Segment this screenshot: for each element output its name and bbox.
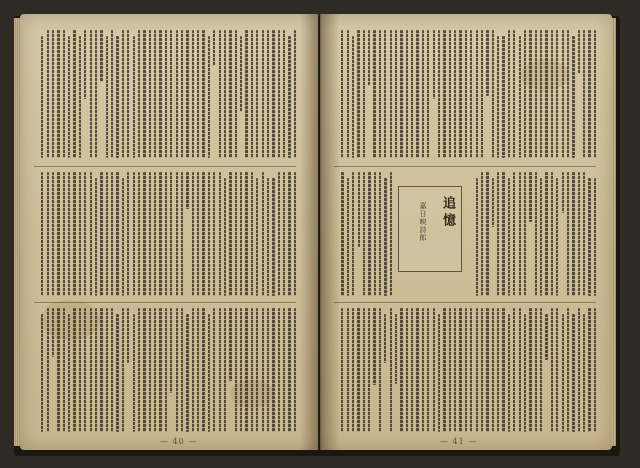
text-line: [492, 178, 494, 227]
text-line: [427, 308, 429, 432]
text-line: [133, 314, 135, 432]
left-text-tier-1: [34, 30, 296, 158]
text-line: [540, 30, 542, 158]
left-text-tier-2: [34, 172, 296, 296]
text-line: [256, 30, 258, 158]
text-line: [68, 314, 70, 432]
text-line: [567, 308, 569, 432]
text-line: [384, 314, 386, 363]
text-line: [438, 314, 440, 432]
text-line: [95, 30, 97, 158]
text-line: [197, 172, 199, 296]
text-line: [433, 308, 435, 432]
text-line: [170, 30, 172, 158]
text-line: [122, 30, 124, 158]
text-line: [347, 30, 349, 158]
text-line: [73, 30, 75, 158]
text-line: [192, 308, 194, 432]
text-line: [513, 308, 515, 432]
text-line: [154, 308, 156, 432]
text-line: [567, 172, 569, 296]
text-line: [347, 308, 349, 432]
text-line: [519, 36, 521, 158]
text-line: [52, 308, 54, 357]
text-line: [116, 36, 118, 158]
left-text-tier-3: [34, 308, 296, 432]
text-line: [416, 30, 418, 158]
text-line: [572, 172, 574, 296]
text-line: [84, 30, 86, 99]
text-line: [476, 308, 478, 432]
text-line: [73, 172, 75, 296]
text-line: [224, 308, 226, 432]
text-line: [229, 30, 231, 158]
text-line: [100, 308, 102, 432]
text-line: [202, 308, 204, 432]
text-line: [411, 308, 413, 432]
text-line: [52, 172, 54, 296]
text-line: [594, 308, 596, 432]
text-line: [357, 30, 359, 158]
text-line: [540, 178, 542, 296]
text-line: [481, 30, 483, 158]
text-line: [122, 178, 124, 296]
text-line: [57, 30, 59, 158]
text-line: [411, 30, 413, 158]
text-line: [368, 308, 370, 432]
text-line: [278, 30, 280, 158]
text-line: [416, 308, 418, 432]
text-line: [556, 308, 558, 432]
text-line: [251, 172, 253, 296]
text-line: [159, 308, 161, 432]
text-line: [170, 172, 172, 296]
text-line: [508, 30, 510, 158]
text-line: [373, 308, 375, 385]
text-line: [395, 314, 397, 384]
text-line: [63, 308, 65, 432]
text-line: [551, 30, 553, 158]
text-line: [127, 172, 129, 296]
text-line: [267, 30, 269, 158]
text-line: [588, 178, 590, 296]
text-line: [368, 172, 370, 296]
text-line: [127, 30, 129, 158]
text-line: [235, 172, 237, 296]
text-line: [513, 172, 515, 296]
text-line: [176, 30, 178, 158]
right-text-tier-2-right: [468, 172, 596, 296]
text-line: [208, 36, 210, 158]
text-line: [572, 314, 574, 432]
text-line: [90, 308, 92, 432]
text-line: [47, 172, 49, 296]
text-line: [513, 30, 515, 158]
text-line: [540, 308, 542, 432]
text-line: [502, 172, 504, 296]
text-line: [422, 30, 424, 158]
text-line: [379, 172, 381, 296]
text-line: [459, 308, 461, 432]
text-line: [578, 172, 580, 296]
text-line: [192, 30, 194, 158]
text-line: [127, 308, 129, 363]
text-line: [267, 308, 269, 432]
text-line: [459, 30, 461, 158]
text-line: [100, 172, 102, 296]
text-line: [111, 30, 113, 158]
text-line: [481, 172, 483, 296]
text-line: [486, 172, 488, 296]
text-line: [262, 172, 264, 296]
text-line: [400, 30, 402, 158]
text-line: [454, 308, 456, 432]
text-line: [476, 178, 478, 296]
text-line: [288, 308, 290, 432]
text-line: [116, 172, 118, 296]
text-line: [202, 172, 204, 296]
text-line: [294, 308, 296, 432]
text-line: [594, 30, 596, 158]
text-line: [545, 314, 547, 360]
text-line: [197, 308, 199, 432]
text-line: [100, 30, 102, 82]
text-line: [443, 308, 445, 432]
text-line: [272, 30, 274, 158]
text-line: [583, 314, 585, 432]
text-line: [224, 30, 226, 158]
text-line: [159, 172, 161, 296]
text-line: [363, 308, 365, 432]
text-line: [149, 30, 151, 158]
text-line: [47, 30, 49, 158]
text-line: [149, 308, 151, 432]
text-line: [272, 308, 274, 432]
text-line: [256, 178, 258, 296]
text-line: [502, 308, 504, 432]
text-line: [219, 172, 221, 296]
text-line: [427, 30, 429, 158]
text-line: [111, 308, 113, 432]
text-line: [545, 30, 547, 158]
text-line: [406, 30, 408, 158]
tier-divider: [334, 302, 596, 303]
text-line: [358, 172, 360, 247]
text-line: [497, 172, 499, 296]
text-line: [90, 30, 92, 158]
right-text-tier-2-left: [334, 172, 392, 296]
text-line: [84, 308, 86, 432]
text-line: [556, 178, 558, 296]
text-line: [176, 308, 178, 432]
text-line: [535, 30, 537, 158]
text-line: [567, 30, 569, 158]
text-line: [240, 36, 242, 112]
text-line: [578, 308, 580, 432]
text-line: [341, 308, 343, 432]
text-line: [390, 172, 392, 296]
text-line: [143, 30, 145, 158]
text-line: [465, 30, 467, 158]
text-line: [524, 30, 526, 158]
text-line: [347, 178, 349, 296]
text-line: [57, 308, 59, 432]
text-line: [186, 314, 188, 432]
text-line: [283, 172, 285, 296]
text-line: [529, 30, 531, 158]
text-line: [492, 308, 494, 432]
text-line: [508, 314, 510, 432]
text-line: [379, 30, 381, 158]
text-line: [294, 172, 296, 296]
text-line: [476, 30, 478, 158]
text-line: [138, 308, 140, 432]
text-line: [497, 308, 499, 432]
text-line: [572, 36, 574, 158]
text-line: [449, 30, 451, 158]
text-line: [390, 308, 392, 432]
text-line: [262, 30, 264, 158]
text-line: [529, 172, 531, 222]
text-line: [63, 30, 65, 158]
text-line: [454, 30, 456, 158]
text-line: [481, 308, 483, 432]
text-line: [235, 308, 237, 432]
text-line: [170, 308, 172, 393]
text-line: [465, 308, 467, 432]
text-line: [352, 36, 354, 158]
text-line: [373, 30, 375, 158]
text-line: [449, 308, 451, 432]
text-line: [384, 178, 386, 296]
text-line: [545, 172, 547, 296]
text-line: [138, 172, 140, 296]
text-line: [588, 308, 590, 432]
text-line: [245, 308, 247, 432]
text-line: [562, 314, 564, 432]
poem-author: 嘉日映詩郎: [419, 202, 427, 242]
text-line: [288, 172, 290, 296]
text-line: [47, 308, 49, 432]
text-line: [379, 308, 381, 432]
text-line: [219, 30, 221, 158]
text-line: [438, 30, 440, 158]
text-line: [470, 30, 472, 158]
text-line: [256, 308, 258, 432]
text-line: [272, 178, 274, 296]
text-line: [519, 308, 521, 432]
text-line: [181, 172, 183, 296]
text-line: [551, 308, 553, 432]
text-line: [363, 30, 365, 158]
text-line: [41, 172, 43, 296]
text-line: [106, 36, 108, 158]
text-line: [251, 308, 253, 432]
text-line: [508, 178, 510, 296]
text-line: [143, 172, 145, 296]
text-line: [486, 308, 488, 432]
text-line: [556, 30, 558, 158]
text-line: [497, 36, 499, 158]
text-line: [181, 30, 183, 158]
text-line: [433, 30, 435, 99]
text-line: [400, 308, 402, 432]
text-line: [502, 36, 504, 158]
text-line: [95, 178, 97, 296]
text-line: [79, 36, 81, 158]
left-page-number: — 40 —: [160, 437, 198, 446]
text-line: [149, 172, 151, 296]
text-line: [202, 30, 204, 158]
text-line: [390, 30, 392, 158]
text-line: [192, 172, 194, 296]
text-line: [245, 172, 247, 296]
text-line: [240, 172, 242, 296]
text-line: [406, 308, 408, 432]
text-line: [68, 172, 70, 296]
right-page-number: — 41 —: [440, 437, 478, 446]
text-line: [176, 172, 178, 296]
text-line: [219, 308, 221, 432]
text-line: [422, 308, 424, 432]
text-line: [154, 172, 156, 296]
text-line: [395, 30, 397, 158]
text-line: [486, 30, 488, 96]
text-line: [278, 172, 280, 296]
text-line: [443, 30, 445, 158]
text-line: [165, 308, 167, 432]
text-line: [524, 172, 526, 296]
text-line: [562, 172, 564, 213]
text-line: [197, 30, 199, 158]
tier-divider: [34, 302, 296, 303]
text-line: [208, 172, 210, 296]
text-line: [352, 172, 354, 296]
text-line: [352, 308, 354, 432]
text-line: [240, 308, 242, 432]
text-line: [529, 308, 531, 432]
text-line: [357, 308, 359, 432]
text-line: [186, 172, 188, 209]
tier-divider: [334, 166, 596, 167]
text-line: [492, 30, 494, 158]
text-line: [213, 308, 215, 432]
text-line: [288, 36, 290, 158]
text-line: [278, 308, 280, 432]
text-line: [245, 30, 247, 158]
text-line: [154, 30, 156, 158]
text-line: [143, 308, 145, 432]
text-line: [138, 30, 140, 158]
text-line: [341, 172, 343, 296]
text-line: [562, 30, 564, 158]
text-line: [374, 172, 376, 296]
right-text-tier-1: [334, 30, 596, 158]
text-line: [519, 172, 521, 296]
poem-title: 追憶: [440, 196, 455, 230]
text-line: [95, 308, 97, 432]
text-line: [133, 36, 135, 158]
text-line: [251, 30, 253, 158]
text-line: [578, 30, 580, 74]
text-line: [535, 308, 537, 432]
text-line: [363, 172, 365, 296]
text-line: [106, 172, 108, 296]
text-line: [341, 30, 343, 158]
text-line: [583, 30, 585, 158]
text-line: [90, 172, 92, 296]
text-line: [368, 30, 370, 86]
text-line: [68, 36, 70, 158]
text-line: [294, 30, 296, 158]
text-line: [122, 308, 124, 432]
text-line: [470, 308, 472, 432]
text-line: [384, 30, 386, 158]
text-line: [235, 30, 237, 158]
text-line: [165, 30, 167, 158]
text-line: [181, 308, 183, 432]
text-line: [524, 314, 526, 432]
text-line: [41, 314, 43, 432]
text-line: [165, 172, 167, 296]
text-line: [229, 172, 231, 296]
text-line: [588, 30, 590, 158]
right-text-tier-3: [334, 308, 596, 432]
text-line: [283, 308, 285, 432]
text-line: [41, 36, 43, 158]
text-line: [229, 308, 231, 381]
text-line: [283, 30, 285, 158]
text-line: [73, 308, 75, 432]
text-line: [594, 178, 596, 296]
text-line: [583, 172, 585, 296]
text-line: [535, 172, 537, 296]
text-line: [262, 308, 264, 432]
text-line: [57, 172, 59, 296]
text-line: [52, 30, 54, 158]
text-line: [551, 172, 553, 296]
text-line: [267, 178, 269, 296]
text-line: [106, 308, 108, 432]
text-line: [79, 308, 81, 432]
text-line: [63, 172, 65, 296]
text-line: [116, 314, 118, 432]
text-line: [186, 30, 188, 158]
tier-divider: [34, 166, 296, 167]
text-line: [133, 172, 135, 296]
text-line: [111, 172, 113, 296]
text-line: [208, 314, 210, 432]
text-line: [159, 30, 161, 158]
text-line: [79, 172, 81, 296]
text-line: [84, 172, 86, 296]
text-line: [213, 172, 215, 296]
text-line: [213, 30, 215, 66]
text-line: [224, 178, 226, 296]
